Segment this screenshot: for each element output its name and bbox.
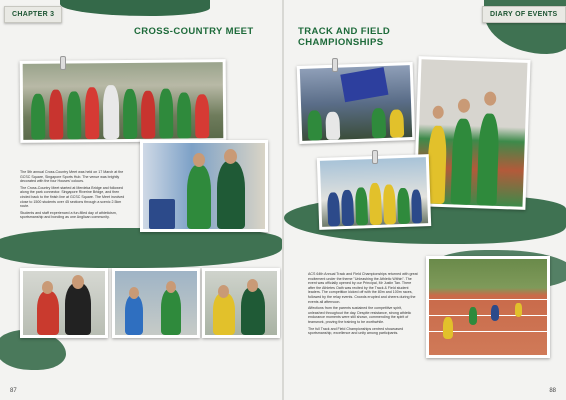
page-number: 88 (549, 388, 556, 394)
page-heading-line1: TRACK AND FIELD (298, 26, 391, 37)
body-paragraph: Affections from the parents sustained the competitive spirit, unleashed throughout the day. Despite resistance, strong athletic endurance moments were still shown, commending the spirit of teamwork, proving the training to be worthwhile. (308, 306, 412, 324)
left-page (0, 0, 282, 400)
photo-staff-with-student (140, 140, 268, 232)
section-tag: DIARY OF EVENTS (482, 6, 566, 23)
photo-staff-pair (20, 268, 108, 338)
paper-clip (372, 150, 378, 164)
brush-texture-top (60, 0, 210, 16)
photo-athletes-pointing (413, 56, 530, 210)
chapter-tag: CHAPTER 3 (4, 6, 62, 23)
body-text (308, 272, 418, 338)
right-page (284, 0, 566, 400)
photo-crowd-flag (297, 62, 416, 144)
body-paragraph: Students and staff experienced a fun-filled day of athleticism, sportsmanship and bonding as one Anglican community. (20, 210, 117, 220)
brush-texture-middle (0, 228, 282, 268)
page-heading: CROSS-COUNTRY MEET (134, 26, 254, 37)
photo-runners (20, 59, 227, 143)
paper-clip (332, 58, 338, 72)
page-heading-line2: CHAMPIONSHIPS (298, 37, 384, 48)
photo-students-medals (112, 268, 200, 338)
photo-staff-with-medalist (202, 268, 280, 338)
body-paragraph: ACS 64th Annual Track and Field Championships returned with great excitement under the theme "Unleashing the Athletic Within". The event was officially opened by our Principal, Mr Justin Tan. There after the Athletes Oath was recited by the Track & Field student leaders. The competition kicked off with the 80m and 100m races, followed by the relay events. Crowds erupted and cheers during the events all afternoon. (308, 272, 418, 304)
page-number: 87 (10, 388, 17, 394)
body-paragraph: The 5th annual Cross-Country Meet was held on 17 March at the GCSC Square, Singapore Sports Hub. The venue was brightly decorated with the four Houses' colours. (20, 170, 124, 184)
photo-podium-group (317, 154, 431, 230)
body-paragraph: The full Track and Field Championships centred showcased sportsmanship, excellence and unity among participants. (308, 326, 404, 336)
body-text (20, 170, 130, 222)
body-paragraph: The Cross-Country Meet started at Merdeka Bridge and followed along the park connector. Singapore Riverine Bridge, and then circled back to the finish line at GCSC Square. The Meet involved close to 1500 students over 45 sections through a scenic 2.5km route. (20, 185, 125, 209)
photo-track-race (426, 256, 550, 358)
paper-clip (60, 56, 66, 70)
